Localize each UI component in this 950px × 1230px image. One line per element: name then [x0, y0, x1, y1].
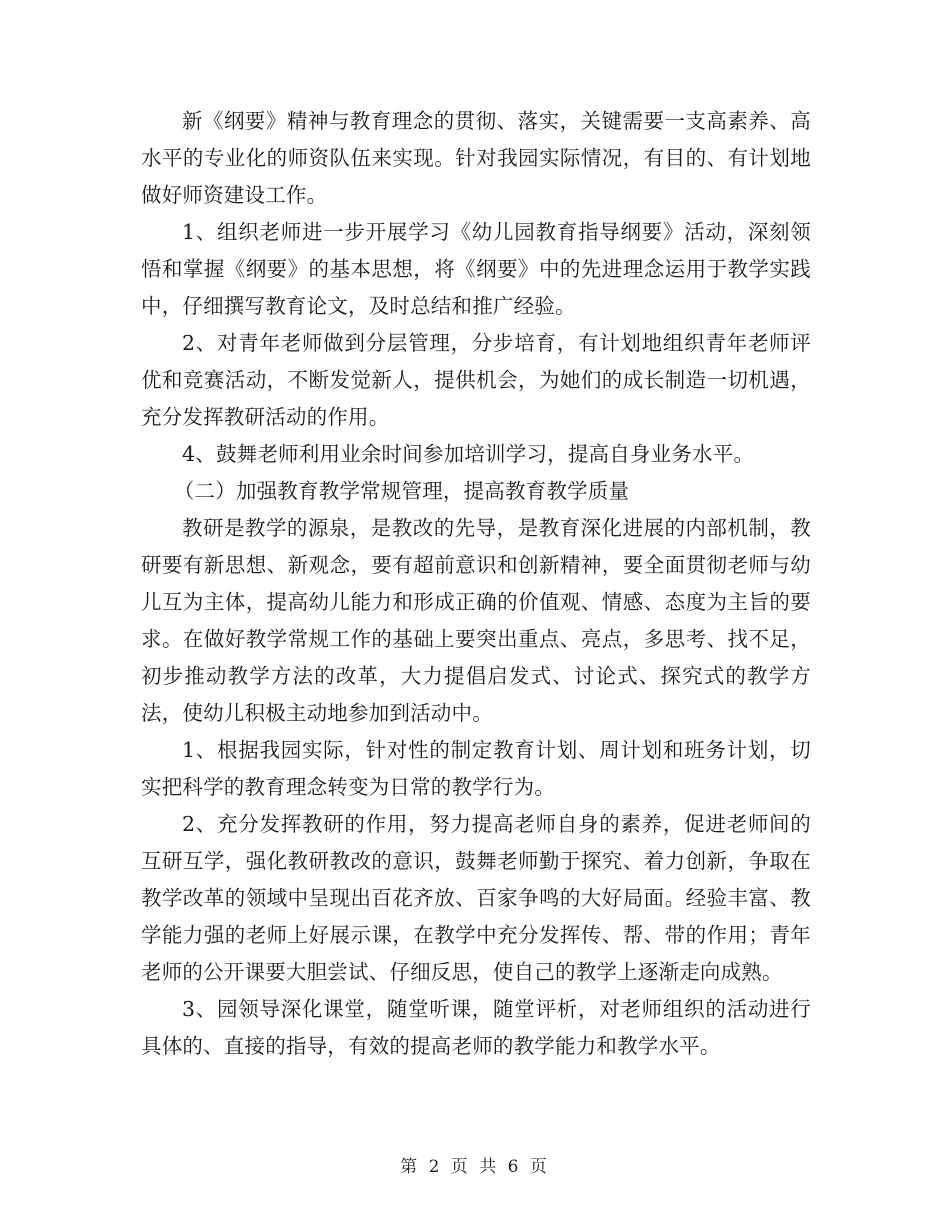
paragraph-item-2-research-role: 2、充分发挥教研的作用，努力提高老师自身的素养，促进老师间的互研互学，强化教研教改的意识，鼓舞老师勤于探究、着力创新，争取在教学改革的领域中呈现出百花齐放、百家争鸣的大好局面。经验丰富、教学能力强的老师上好展示课，在教学中充分发挥传、帮、带的作用；青年老师的公开课要大胆尝试、仔细反思，使自己的教学上逐渐走向成熟。 — [141, 812, 811, 984]
paragraph-teacher-team-intro: 新《纲要》精神与教育理念的贯彻、落实，关键需要一支高素养、高水平的专业化的师资队伍来实现。针对我园实际情况，有目的、有计划地做好师资建设工作。 — [141, 109, 811, 207]
paragraph-item-3-classroom: 3、园领导深化课堂，随堂听课，随堂评析，对老师组织的活动进行具体的、直接的指导，有效的提高老师的教学能力和教学水平。 — [141, 997, 811, 1058]
paragraph-item-1-plans: 1、根据我园实际，针对性的制定教育计划、周计划和班务计划，切实把科学的教育理念转变为日常的教学行为。 — [141, 738, 811, 799]
section-heading-teaching-management: （二）加强教育教学常规管理，提高教育教学质量 — [173, 479, 630, 503]
paragraph-item-1-study: 1、组织老师进一步开展学习《幼儿园教育指导纲要》活动，深刻领悟和掌握《纲要》的基本思想，将《纲要》中的先进理念运用于教学实践中，仔细撰写教育论文，及时总结和推广经验。 — [141, 220, 811, 318]
paragraph-item-2-young-teachers: 2、对青年老师做到分层管理，分步培育，有计划地组织青年老师评优和竞赛活动，不断发觉新人，提供机会，为她们的成长制造一切机遇，充分发挥教研活动的作用。 — [141, 331, 811, 429]
paragraph-item-4-training: 4、鼓舞老师利用业余时间参加培训学习，提高自身业务水平。 — [182, 442, 755, 466]
document-body — [141, 103, 811, 1065]
paragraph-research-intro: 教研是教学的源泉，是教改的先导，是教育深化进展的内部机制，教研要有新思想、新观念，要有超前意识和创新精神，要全面贯彻老师与幼儿互为主体，提高幼儿能力和形成正确的价值观、情感、态度为主旨的要求。在做好教学常规工作的基础上要突出重点、亮点，多思考、找不足，初步推动教学方法的改革，大力提倡启发式、讨论式、探究式的教学方法，使幼儿积极主动地参加到活动中。 — [141, 516, 811, 725]
page-number-footer: 第 2 页 共 6 页 — [400, 1157, 550, 1177]
